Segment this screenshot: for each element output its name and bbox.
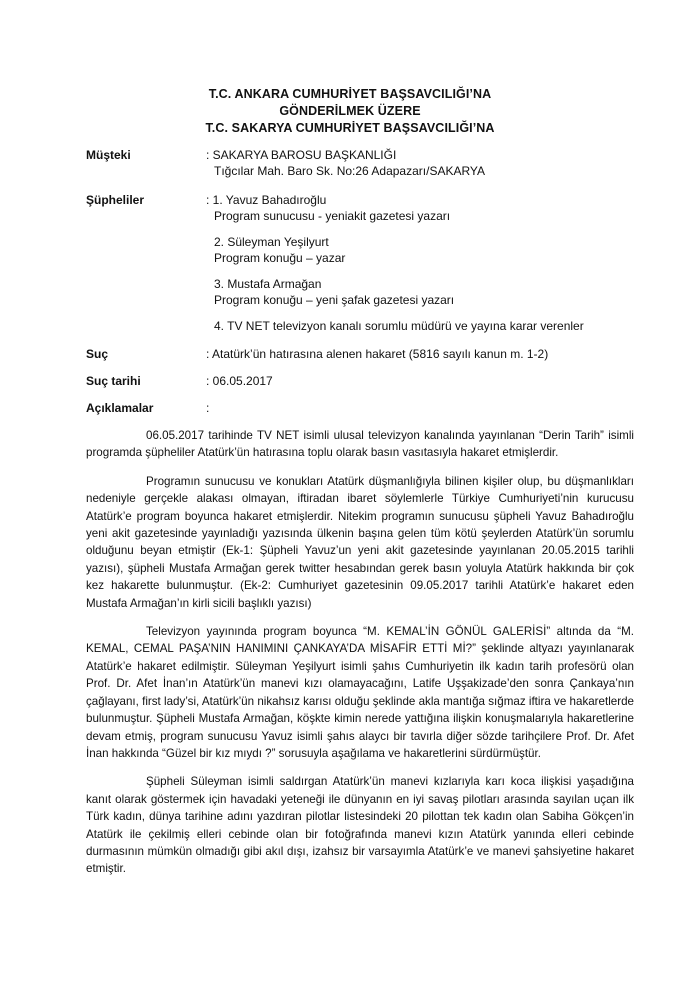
header-line-1: T.C. ANKARA CUMHURİYET BAŞSAVCILIĞI’NA: [208, 87, 492, 101]
musteki-name: : SAKARYA BAROSU BAŞKANLIĞI: [206, 148, 397, 162]
field-value: : 06.05.2017: [206, 374, 273, 388]
field-value: [206, 147, 485, 179]
suspect-3-name: 3. Mustafa Armağan: [214, 277, 322, 291]
field-label: Müşteki: [86, 148, 131, 162]
suspect-3-role: Program konuğu – yeni şafak gazetesi yazarı: [214, 293, 455, 307]
document-body: [86, 427, 634, 889]
suspect-4-name: 4. TV NET televizyon kanalı sorumlu müdürü ve yayına karar verenler: [214, 319, 584, 333]
field-value: :: [206, 401, 210, 415]
body-paragraph-2: Programın sunucusu ve konukları Atatürk düşmanlığıyla bilinen kişiler olup, bu düşmanlıkları nedeniyle gerçekle alakası olmayan, iftiradan ibaret söylemlerle Türkiye Cumhuriyeti’nin kurucusu Atatürk’e program boyunca hakaret etmişlerdir. Nitekim programın sunucusu şüpheli Yavuz Bahadıroğlu yeni akit gazetesinde yayınladığı yazısında ülkenin başına gelen tüm kötü şeylerden Atatürk’ün sorumlu olduğunu beyan etmiştir (Ek-1: Şüpheli Yavuz’un yeni akit gazetesinde yayınlanan 20.05.2015 tarihli yazısı), şüpheli Mustafa Armağan gerek twitter hesabından gerek basın yoluyla Atatürk hakkında bir çok kez hakarette bulunmuştur. (Ek-2: Cumhuriyet gazetesinin 09.05.2017 tarihli Atatürk’e hakaret eden Mustafa Armağan’ın kirli sicili başlıklı yazısı): [86, 474, 634, 610]
field-label: Suç tarihi: [86, 374, 141, 388]
header-line-2: GÖNDERİLMEK ÜZERE: [279, 104, 421, 118]
document-header: [0, 86, 700, 137]
suspects-list: [206, 192, 584, 334]
body-paragraph-1: 06.05.2017 tarihinde TV NET isimli ulusal televizyon kanalında yayınlanan “Derin Tarih” isimli programda şüpheliler Atatürk’ün hatırasına toplu olarak basın vasıtasıyla hakaret etmişlerdir.: [86, 429, 634, 460]
suspect-1-name: : 1. Yavuz Bahadıroğlu: [206, 193, 327, 207]
body-paragraph-3: Televizyon yayınında program boyunca “M. KEMAL’İN GÖNÜL GALERİSİ” altında da “M. KEMAL, CEMAL PAŞA’NIN HANIMINI ÇANKAYA’DA MİSAFİR ETTİ Mİ?” şeklinde altyazı yayınlanarak Atatürk’e hakaret edilmiştir. Süleyman Yeşilyurt isimli şahıs Cumhuriyetin ilk kadın tarih profesörü olan Prof. Dr. Afet İnan’ın Atatürk’ün manevi kızı olamayacağını, Latife Uşşakizade’den sonra Çankaya’nın çağlayanı, first lady’si, Atatürk’ün nikahsız karısı olduğu şeklinde akla mantığa sığmaz iftira ve hakaretlerde bulunmuştur. Şüpheli Mustafa Armağan, köşkte kimin nerede yattığına ilişkin konuşmalarıyla hakaretlerine devam etmiş, program sunucusu Yavuz isimli şahıs alaycı bir tavırla diğer sözde tarihçilere Prof. Dr. Afet İnan hakkında “Güzel bir kız mıydı ?” sorusuyla aşağılama ve hakaretlerini sürdürmüştür.: [86, 625, 634, 760]
body-paragraph-4: Şüpheli Süleyman isimli saldırgan Atatürk’ün manevi kızlarıyla karı koca ilişkisi yaşadığına kanıt olarak göstermek için havadaki yeteneği ile dünyanın en iyi savaş pilotları arasında sayılan uçan ilk Türk kadın, dünya tarihine adını yazdıran pilotlar listesindeki 20 pilottan tek kadın olan Sabiha Gökçen’in Atatürk ile çekilmiş elleri cebinde olan bir fotoğrafında manevi kızın Atatürk yanında elleri cebinde durmasının mümkün olmadığı gibi akıl dışı, izahsız bir varsayımla Atatürk’e ve manevi şahsiyetine hakaret etmiştir.: [86, 775, 634, 876]
field-label: Açıklamalar: [86, 401, 154, 415]
musteki-address: Tığcılar Mah. Baro Sk. No:26 Adapazarı/SAKARYA: [214, 164, 486, 178]
header-line-3: T.C. SAKARYA CUMHURİYET BAŞSAVCILIĞI’NA: [205, 121, 495, 135]
field-value: : Atatürk’ün hatırasına alenen hakaret (5816 sayılı kanun m. 1-2): [206, 347, 549, 361]
suspect-2-name: 2. Süleyman Yeşilyurt: [214, 235, 329, 249]
suspect-1-role: Program sunucusu - yeniakit gazetesi yazarı: [214, 209, 451, 223]
field-label: Şüpheliler: [86, 193, 145, 207]
suspect-2-role: Program konuğu – yazar: [214, 251, 346, 265]
field-label: Suç: [86, 347, 109, 361]
